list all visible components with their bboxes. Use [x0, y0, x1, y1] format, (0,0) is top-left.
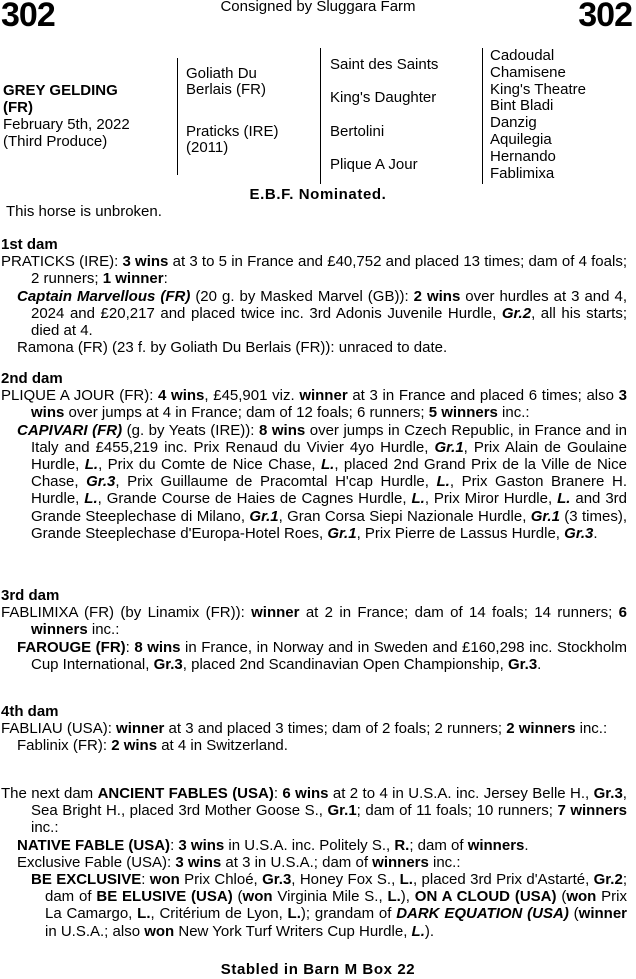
stabling-footer: Stabled in Barn M Box 22 — [220, 961, 416, 978]
lot-number-right: 302 — [578, 0, 632, 34]
section-heading: 4th dam — [1, 703, 59, 720]
section-heading: 1st dam — [1, 236, 58, 253]
horse-info — [3, 82, 130, 150]
sire: Goliath Du Berlais (FR) — [186, 65, 267, 98]
dam-dam: Plique A Jour — [330, 156, 418, 173]
dam-sire: Bertolini — [330, 123, 385, 140]
pedigree-divider — [320, 48, 321, 184]
dam-paragraph: The next dam ANCIENT FABLES (USA): 6 wins at 2 to 4 in U.S.A. inc. Jersey Belle H., Gr.3, Sea Bright H., placed 3rd Mother Goose S., Gr.1; dam of 11 foals; 10 runners; 7 winners inc.: — [1, 785, 628, 837]
first-dam-section — [1, 236, 627, 356]
dam-paragraph: FABLIAU (USA): winner at 3 and placed 3 times; dam of 2 foals; 2 runners; 2 winners inc.: — [1, 720, 608, 738]
lot-number: 302 — [1, 0, 55, 34]
ebf-nominated: E.B.F. Nominated. — [249, 186, 387, 203]
progeny-paragraph: NATIVE FABLE (USA): 3 wins in U.S.A. inc. Politely S., R.; dam of winners. — [17, 836, 529, 854]
next-dam-section — [1, 785, 627, 940]
great-grandparents: Cadoudal Chamisene King's Theatre Bint Bladi Danzig Aquilegia Hernando Fablimixa — [490, 47, 586, 182]
consignor: Consigned by Sluggara Farm — [220, 0, 416, 15]
fourth-dam-section — [1, 703, 627, 755]
horse-name: GREY GELDING — [3, 82, 118, 99]
progeny-paragraph: Captain Marvellous (FR) (20 g. by Masked Marvel (GB)): 2 wins over hurdles at 3 and 4, 2024 and £20,217 and placed twice inc. 3rd Adonis Juvenile Hurdle, Gr.2, all his starts; died at 4. — [17, 287, 627, 340]
dam-paragraph: FABLIMIXA (FR) (by Linamix (FR)): winner at 2 in France; dam of 14 foals; 14 runners; 6 winners inc.: — [1, 604, 627, 639]
progeny-paragraph: Exclusive Fable (USA): 3 wins at 3 in U.S.A.; dam of winners inc.: — [17, 853, 461, 871]
progeny-paragraph: FAROUGE (FR): 8 wins in France, in Norway and in Sweden and £160,298 inc. Stockholm Cup International, Gr.3, placed 2nd Scandinavian Open Championship, Gr.3. — [17, 638, 627, 673]
produce-number: (Third Produce) — [3, 133, 108, 150]
grand-progeny-paragraph: BE EXCLUSIVE: won Prix Chloé, Gr.3, Honey Fox S., L., placed 3rd Prix d'Astarté, Gr.2; dam of BE ELUSIVE (USA) (won Virginia Mile S., L.), ON A CLOUD (USA) (won Prix La Camargo, L., Critérium de Lyon, L.); grandam of DARK EQUATION (USA) (winner in U.S.A.; also won New York Turf Writers Cup Hurdle, L.). — [31, 871, 627, 940]
section-heading: 3rd dam — [1, 587, 60, 604]
pedigree-divider — [177, 58, 178, 175]
sire-sire: Saint des Saints — [330, 56, 439, 73]
dam-paragraph: PRATICKS (IRE): 3 wins at 3 to 5 in France and £40,752 and placed 13 times; dam of 4 foals; 2 runners; 1 winner: — [1, 253, 627, 288]
dam: Praticks (IRE) (2011) — [186, 123, 279, 156]
sire-dam: King's Daughter — [330, 89, 437, 106]
progeny-paragraph: Ramona (FR) (23 f. by Goliath Du Berlais (FR)): unraced to date. — [17, 339, 448, 357]
third-dam-section — [1, 587, 627, 673]
second-dam-section — [1, 370, 627, 542]
dam-paragraph: PLIQUE A JOUR (FR): 4 wins, £45,901 viz. winner at 3 in France and placed 6 times; also 3 wins over jumps at 4 in France; dam of 12 foals; 6 runners; 5 winners inc.: — [1, 387, 627, 422]
progeny-paragraph: Fablinix (FR): 2 wins at 4 in Switzerland. — [17, 737, 288, 755]
unbroken-note: This horse is unbroken. — [6, 203, 162, 220]
progeny-paragraph: CAPIVARI (FR) (g. by Yeats (IRE)): 8 wins over jumps in Czech Republic, in France and in Italy and £455,219 inc. Prix Renaud du Vivier 4yo Hurdle, Gr.1, Prix Alain de Goulaine Hurdle, L., Prix du Comte de Nice Chase, L., placed 2nd Grand Prix de la Ville de Nice Chase, Gr.3, Prix Guillaume de Pracomtal H'cap Hurdle, L., Prix Gaston Branere H. Hurdle, L., Grande Course de Haies de Cagnes Hurdle, L., Prix Miror Hurdle, L. and 3rd Grande Steeplechase di Milano, Gr.1, Gran Corsa Siepi Nazionale Hurdle, Gr.1 (3 times), Grande Steeplechase d'Europa-Hotel Roes, Gr.1, Prix Pierre de Lassus Hurdle, Gr.3. — [17, 421, 628, 542]
horse-origin: (FR) — [3, 99, 33, 116]
section-heading: 2nd dam — [1, 370, 63, 387]
foaling-date: February 5th, 2022 — [3, 116, 130, 133]
pedigree-divider — [482, 48, 483, 184]
